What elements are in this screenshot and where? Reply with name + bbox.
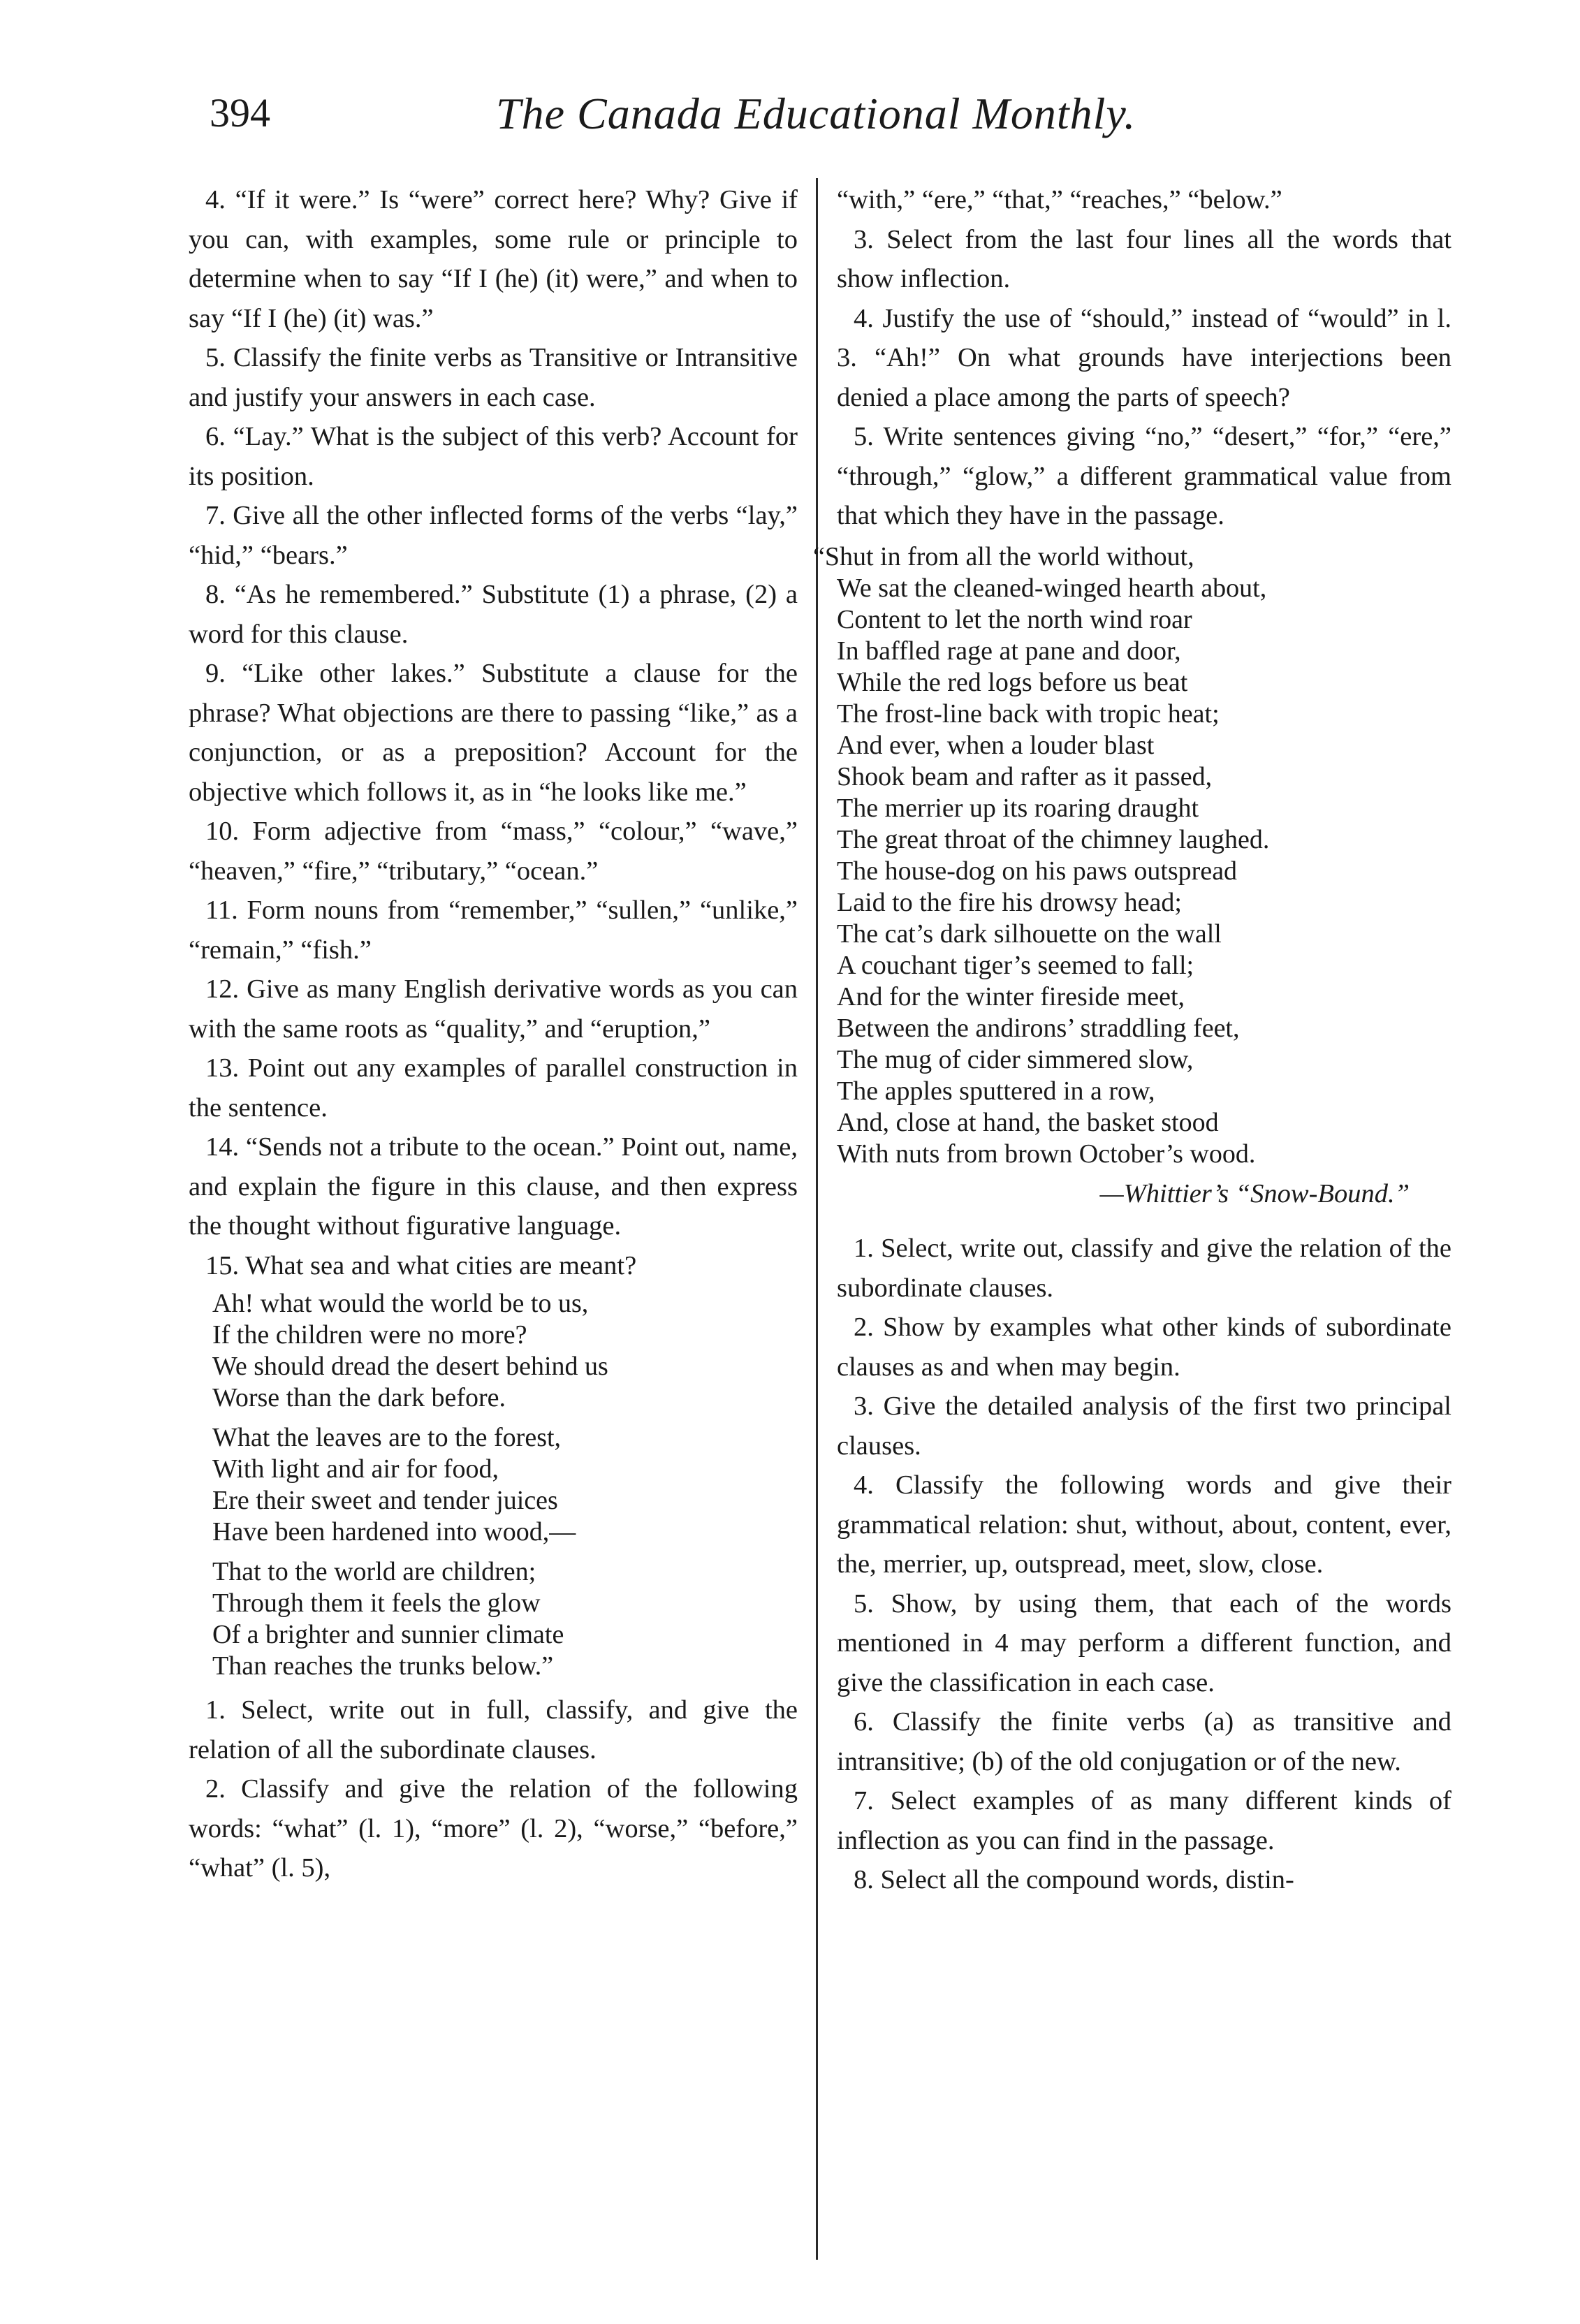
question-5: 5. Classify the finite verbs as Transitive or Intransitive and justify your answers in each case. xyxy=(189,343,798,412)
question-6: 6. “Lay.” What is the subject of this verb? Account for its position. xyxy=(189,422,798,491)
poem-line: In baffled rage at pane and door, xyxy=(837,636,1181,666)
poem-stanza xyxy=(212,1422,798,1548)
question-10: 10. Form adjective from “mass,” “colour,” “wave,” “heaven,” “fire,” “tributary,” “ocean.” xyxy=(189,817,798,886)
analysis-question-5: 5. Show, by using them, that each of the words mentioned in 4 may perform a different function, and give the classification in each case. xyxy=(837,1588,1451,1697)
poem-line: The house-dog on his paws outspread xyxy=(837,856,1238,886)
analysis-question-1: 1. Select, write out, classify and give the relation of the subordinate clauses. xyxy=(837,1234,1451,1303)
poem-line: While the red logs before us beat xyxy=(837,667,1188,697)
poem-stanza xyxy=(212,1288,798,1414)
poem-line: With nuts from brown October’s wood. xyxy=(837,1139,1256,1169)
poem-line: A couchant tiger’s seemed to fall; xyxy=(837,950,1194,980)
poem-stanza xyxy=(212,1556,798,1682)
snow-bound-poem xyxy=(813,541,1451,1170)
analysis-question-3: 3. Give the detailed analysis of the first two principal clauses. xyxy=(837,1391,1451,1461)
poem-line: Content to let the north wind roar xyxy=(837,604,1192,634)
question-8: 8. “As he remembered.” Substitute (1) a phrase, (2) a word for this clause. xyxy=(189,580,798,649)
poem-line: Ere their sweet and tender juices xyxy=(212,1486,558,1515)
left-poem xyxy=(212,1288,798,1682)
poem-line: Ah! what would the world be to us, xyxy=(212,1289,589,1318)
poem-line: Through them it feels the glow xyxy=(212,1588,541,1618)
question-r3: 3. Select from the last four lines all the words that show inflection. xyxy=(837,224,1451,293)
question-4: 4. “If it were.” Is “were” correct here? Why? Give if you can, with examples, some rule or principle to determine when to say “If I (he) (it) were,” and when to say “If I (he) (it) was.” xyxy=(189,185,798,333)
poem-line: And ever, when a louder blast xyxy=(837,730,1155,760)
sub-question-2: 2. Classify and give the relation of the following words: “what” (l. 1), “more” (l. 2), “worse,” “before,” “what” (l. 5), xyxy=(189,1774,798,1883)
poem-line: And, close at hand, the basket stood xyxy=(837,1107,1219,1137)
poem-line: The frost-line back with tropic heat; xyxy=(837,699,1220,729)
poem-line: With light and air for food, xyxy=(212,1454,499,1484)
poem-line: The cat’s dark silhouette on the wall xyxy=(837,919,1222,949)
analysis-question-2: 2. Show by examples what other kinds of subordinate clauses as and when may begin. xyxy=(837,1313,1451,1382)
poem-line: That to the world are children; xyxy=(212,1557,536,1586)
poem-line: The merrier up its roaring draught xyxy=(837,793,1199,823)
poem-line: Of a brighter and sunnier climate xyxy=(212,1620,564,1649)
poem-line: Than reaches the trunks below.” xyxy=(212,1651,554,1681)
right-column xyxy=(813,180,1451,1900)
poem-attribution: —Whittier’s “Snow-Bound.” xyxy=(1099,1178,1410,1208)
poem-line: Shook beam and rafter as it passed, xyxy=(837,761,1213,791)
analysis-question-6: 6. Classify the finite verbs (a) as transitive and intransitive; (b) of the old conjugation or of the new. xyxy=(837,1707,1451,1776)
page-number: 394 xyxy=(210,90,270,136)
poem-line: The mug of cider simmered slow, xyxy=(837,1044,1194,1074)
poem-line: We should dread the desert behind us xyxy=(212,1352,608,1381)
question-11: 11. Form nouns from “remember,” “sullen,” “unlike,” “remain,” “fish.” xyxy=(189,896,798,965)
poem-line: Laid to the fire his drowsy head; xyxy=(837,887,1182,917)
poem-line: Worse than the dark before. xyxy=(212,1383,506,1412)
continued-text: “with,” “ere,” “that,” “reaches,” “below.” xyxy=(837,185,1282,214)
poem-line: The great throat of the chimney laughed. xyxy=(837,824,1270,854)
question-7: 7. Give all the other inflected forms of the verbs “lay,” “hid,” “bears.” xyxy=(189,501,798,570)
analysis-question-4: 4. Classify the following words and give their grammatical relation: shut, without, about, content, ever, the, merrier, up, outspread, meet, slow, close. xyxy=(837,1470,1451,1579)
analysis-question-7: 7. Select examples of as many different kinds of inflection as you can find in the passage. xyxy=(837,1786,1451,1855)
poem-line: Between the andirons’ straddling feet, xyxy=(837,1013,1240,1043)
column-divider xyxy=(816,178,818,2260)
poem-line: If the children were no more? xyxy=(212,1320,527,1350)
running-title: The Canada Educational Monthly. xyxy=(496,89,1136,138)
question-r4: 4. Justify the use of “should,” instead of “would” in l. 3. “Ah!” On what grounds have interjections been denied a place among the parts of speech? xyxy=(837,303,1451,412)
question-12: 12. Give as many English derivative words as you can with the same roots as “quality,” and “eruption,” xyxy=(189,974,798,1044)
poem-line: The apples sputtered in a row, xyxy=(837,1076,1155,1106)
poem-line: And for the winter fireside meet, xyxy=(837,981,1185,1011)
poem-line: Have been hardened into wood,— xyxy=(212,1517,576,1547)
question-15: 15. What sea and what cities are meant? xyxy=(205,1250,637,1280)
analysis-question-8: 8. Select all the compound words, distin- xyxy=(854,1865,1294,1894)
question-14: 14. “Sends not a tribute to the ocean.” Point out, name, and explain the figure in this clause, and then express the thought without figurative language. xyxy=(189,1132,798,1241)
poem-line: We sat the cleaned-winged hearth about, xyxy=(837,573,1267,603)
question-r5: 5. Write sentences giving “no,” “desert,” “for,” “ere,” “through,” “glow,” a different grammatical value from that which they have in the passage. xyxy=(837,422,1451,530)
poem-line: “Shut in from all the world without, xyxy=(813,541,1194,571)
left-column xyxy=(189,180,798,1888)
page-header xyxy=(203,82,1376,159)
question-9: 9. “Like other lakes.” Substitute a clause for the phrase? What objections are there to passing “like,” as a conjunction, or as a preposition? Account for the objective which follows it, as in “he looks like me.” xyxy=(189,659,798,807)
poem-line: What the leaves are to the forest, xyxy=(212,1423,562,1452)
question-13: 13. Point out any examples of parallel construction in the sentence. xyxy=(189,1053,798,1123)
sub-question-1: 1. Select, write out in full, classify, and give the relation of all the subordinate clauses. xyxy=(189,1695,798,1764)
